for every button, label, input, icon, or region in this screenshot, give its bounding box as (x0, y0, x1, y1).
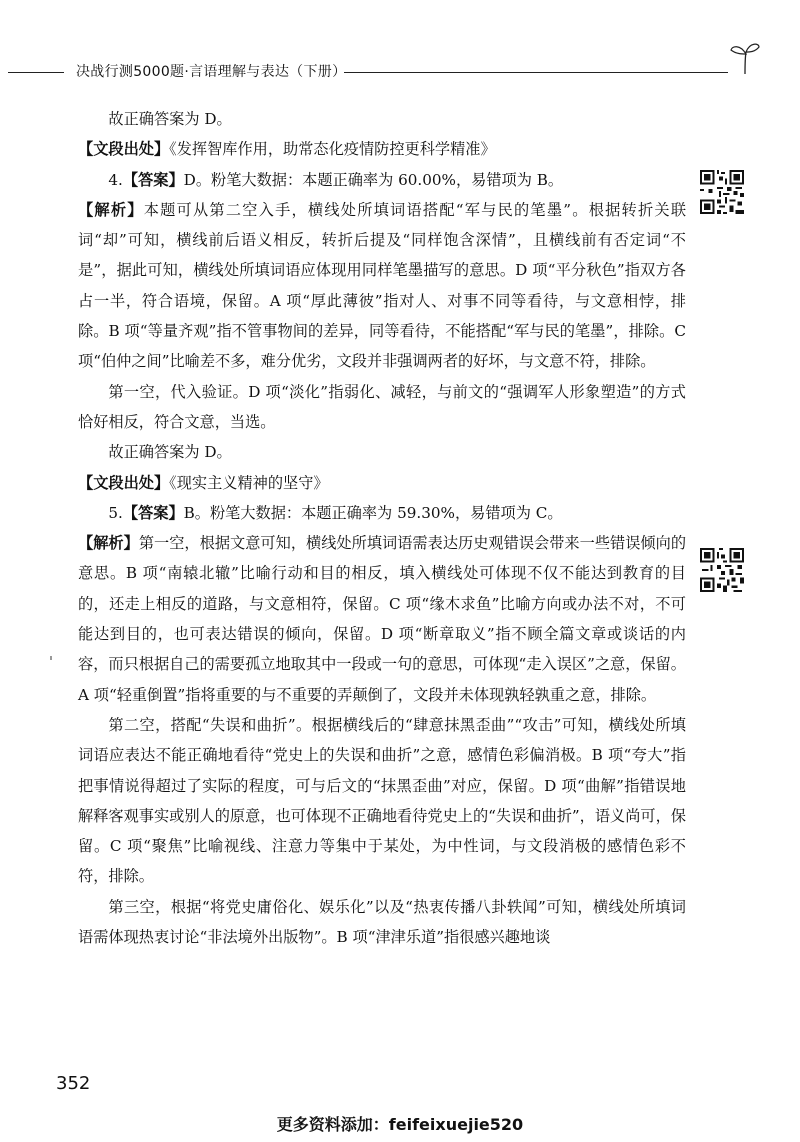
qr-code-icon[interactable] (700, 548, 744, 592)
paragraph-text: 《发挥智库作用，助常态化疫情防控更科学精准》 (169, 140, 496, 159)
paragraph-text: 故正确答案为 D。 (108, 110, 232, 128)
header-rule-left (8, 72, 64, 73)
section-label: 【答案】 (122, 503, 184, 522)
paragraph-text: 第二空，搭配“失误和曲折”。根据横线后的“肆意抹黑歪曲”“攻击”可知，横线处所填词语应表达不能正确地看待“党史上的失误和曲折”之意，感情色彩偏消极。B 项“夸大”指把事情说得超过了实际的程度，可与后文的“抹黑歪曲”对应，保留。D 项“曲解”指错误地解释客观事实或别人的原意，也可体现不正确地看待党史上的“失误和曲折”，语义尚可，保留。C 项“聚焦”比喻视线、注意力等集中于某处，为中性词，与文段消极的感情色彩不符，排除。 (78, 715, 686, 886)
paragraph (78, 710, 686, 892)
paragraph-text: 本题可从第二空入手，横线处所填词语搭配“军与民的笔墨”。根据转折关联词“却”可知，横线前后语义相反，转折后提及“同样饱含深情”，且横线前有否定词“不是”，据此可知，横线处所填词语应体现用同样笔墨描写的意思。D 项“平分秋色”指双方各占一半，符合语境，保留。A 项“厚此薄彼”指对人、对事不同等看待，与文意相悖，排除。B 项“等量齐观”指不管事物间的差异，同等看待，不能搭配“军与民的笔墨”，排除。C 项“伯仲之间”比喻差不多，难分优劣，文段并非强调两者的好坏，与文意不符，排除。 (78, 200, 687, 371)
paragraph-text: 《现实主义精神的坚守》 (169, 473, 329, 492)
page-number: 352 (56, 1073, 91, 1094)
paragraph (78, 134, 686, 164)
paragraph (78, 528, 686, 710)
section-label: 【文段出处】 (78, 140, 170, 159)
section-label: 【解析】 (78, 200, 144, 219)
paragraph-text: 第一空，代入验证。D 项“淡化”指弱化、减轻，与前文的“强调军人形象塑造”的方式恰好相反，符合文意，当选。 (78, 382, 686, 431)
section-label: 【解析】 (78, 534, 139, 553)
paragraph (78, 104, 686, 134)
qr-code-icon[interactable] (700, 170, 744, 214)
paragraph (78, 377, 686, 438)
paragraph (78, 892, 686, 953)
question-number: 4. (108, 170, 123, 189)
paragraph-text: 第三空，根据“将党史庸俗化、娱乐化”以及“热衷传播八卦轶闻”可知，横线处所填词语需体现热衷讨论“非法境外出版物”。B 项“津津乐道”指很感兴趣地谈 (78, 897, 686, 947)
paragraph (78, 165, 686, 195)
paragraph (78, 437, 686, 467)
section-label: 【答案】 (122, 170, 184, 189)
paragraph (78, 498, 686, 528)
book-title: 决战行测5000题·言语理解与表达（下册） (76, 64, 347, 80)
section-label: 【文段出处】 (78, 473, 170, 492)
paragraph (78, 468, 686, 498)
running-header (0, 56, 800, 86)
header-rule-right (344, 72, 728, 73)
margin-mark (50, 656, 52, 660)
question-number: 5. (108, 503, 123, 522)
sprout-icon (728, 40, 762, 76)
paragraph-text: B。粉笔大数据：本题正确率为 59.30%，易错项为 C。 (183, 503, 563, 522)
paragraph-text: 第一空，根据文意可知，横线处所填词语需表达历史观错误会带来一些错误倾向的意思。B 项“南辕北辙”比喻行动和目的相反，填入横线处可体现不仅不能达到教育的目的，还走上相反的道路，与文意相符，保留。C 项“缘木求鱼”比喻方向或办法不对，不可能达到目的，也可表达错误的倾向，保留。D 项“断章取义”指不顾全篇文章或谈话的内容，而只根据自己的需要孤立地取其中一段或一句的意思，可体现“走入误区”之意，保留。A 项“轻重倒置”指将重要的与不重要的弄颠倒了，文段并未体现孰轻孰重之意，排除。 (78, 534, 687, 704)
paragraph-text: 故正确答案为 D。 (108, 443, 232, 462)
paragraph-text: D。粉笔大数据：本题正确率为 60.00%，易错项为 B。 (183, 170, 564, 189)
paragraph (78, 195, 686, 377)
answer-explanation-body (78, 104, 686, 952)
footer-note: 更多资料添加：feifeixuejie520 (276, 1115, 524, 1134)
